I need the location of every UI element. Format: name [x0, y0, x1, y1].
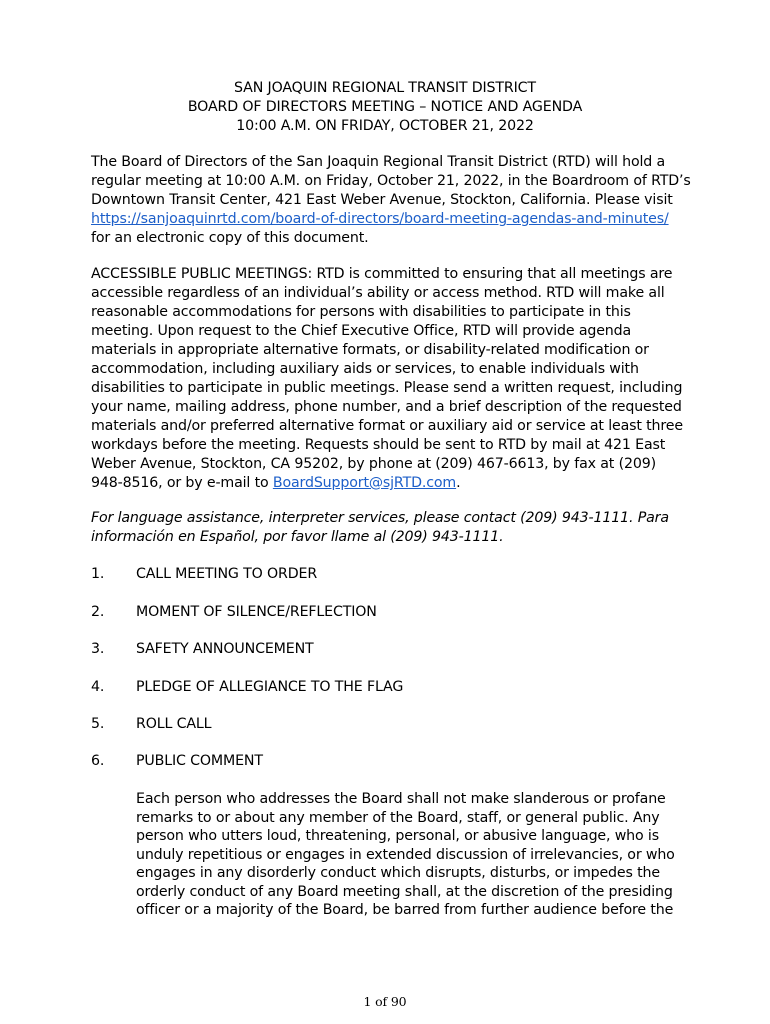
agenda-item-label: PLEDGE OF ALLEGIANCE TO THE FLAG [136, 679, 404, 695]
agenda-item-label: ROLL CALL [136, 716, 212, 732]
agenda-item-label: SAFETY ANNOUNCEMENT [136, 641, 314, 657]
language-assistance-text: For language assistance, interpreter services, please contact (209) 943-1111. Para información en Español, por favor llame al (209) 943-1111. [91, 510, 669, 545]
intro-text-before: The Board of Directors of the San Joaquin Regional Transit District (RTD) will hold a regular meeting at 10:00 A.M. on Friday, October 21, 2022, in the Boardroom of RTD’s Downtown Transit Center, 421 East Weber Avenue, Stockton, California. Please visit [91, 154, 691, 208]
public-comment-text: Each person who addresses the Board shall not make slanderous or profane remarks to or about any member of the Board, staff, or general public. Any person who utters loud, threatening, personal, or abusive language, who is unduly repetitious or engages in extended discussion of irrelevancies, or who engages in any disorderly conduct which disrupts, disturbs, or impedes the orderly conduct of any Board meeting shall, at the discretion of the presiding officer or a majority of the Board, be barred from further audience before the [136, 791, 675, 918]
page-number: 1 of 90 [363, 994, 407, 1009]
agenda-item-number: 6. [91, 753, 105, 769]
agenda-item-number: 3. [91, 641, 105, 657]
header-line-datetime: 10:00 A.M. ON FRIDAY, OCTOBER 21, 2022 [236, 118, 534, 134]
language-assistance-paragraph [91, 509, 691, 547]
board-support-email-link[interactable]: BoardSupport@sjRTD.com [272, 475, 457, 491]
accessible-text-before: ACCESSIBLE PUBLIC MEETINGS: RTD is committed to ensuring that all meetings are accessible regardless of an individual’s ability or access method. RTD will make all reasonable accommodations for persons with disabilities to participate in this meeting. Upon request to the Chief Executive Office, RTD will provide agenda materials in appropriate alternative formats, or disability-related modification or accommodation, including auxiliary aids or services, to enable individuals with disabilities to participate in public meetings. Please send a written request, including your name, mailing address, phone number, and a brief description of the requested materials and/or preferred alternative format or auxiliary aid or service at least three workdays before the meeting. Requests should be sent to RTD by mail at 421 East Weber Avenue, Stockton, CA 95202, by phone at (209) 467-6613, by fax at (209) 948-8516, or by e-mail to [91, 266, 683, 491]
intro-paragraph [91, 153, 691, 248]
agenda-item-number: 5. [91, 716, 105, 732]
public-comment-rules [136, 790, 676, 920]
agenda-minutes-link[interactable]: https://sanjoaquinrtd.com/board-of-directors/board-meeting-agendas-and-minutes/ [91, 211, 669, 227]
agenda-item-label: CALL MEETING TO ORDER [136, 566, 318, 582]
agenda-item-label: PUBLIC COMMENT [136, 753, 263, 769]
agenda-item-number: 4. [91, 679, 105, 695]
document-header [0, 79, 770, 136]
accessible-meetings-paragraph [91, 265, 691, 493]
agenda-item-label: MOMENT OF SILENCE/REFLECTION [136, 604, 377, 620]
header-line-district: SAN JOAQUIN REGIONAL TRANSIT DISTRICT [234, 80, 536, 96]
intro-text-after: for an electronic copy of this document. [91, 230, 369, 246]
accessible-text-after: . [456, 475, 461, 491]
agenda-item-number: 2. [91, 604, 105, 620]
agenda-item-number: 1. [91, 566, 105, 582]
header-line-meeting: BOARD OF DIRECTORS MEETING – NOTICE AND AGENDA [187, 99, 583, 115]
